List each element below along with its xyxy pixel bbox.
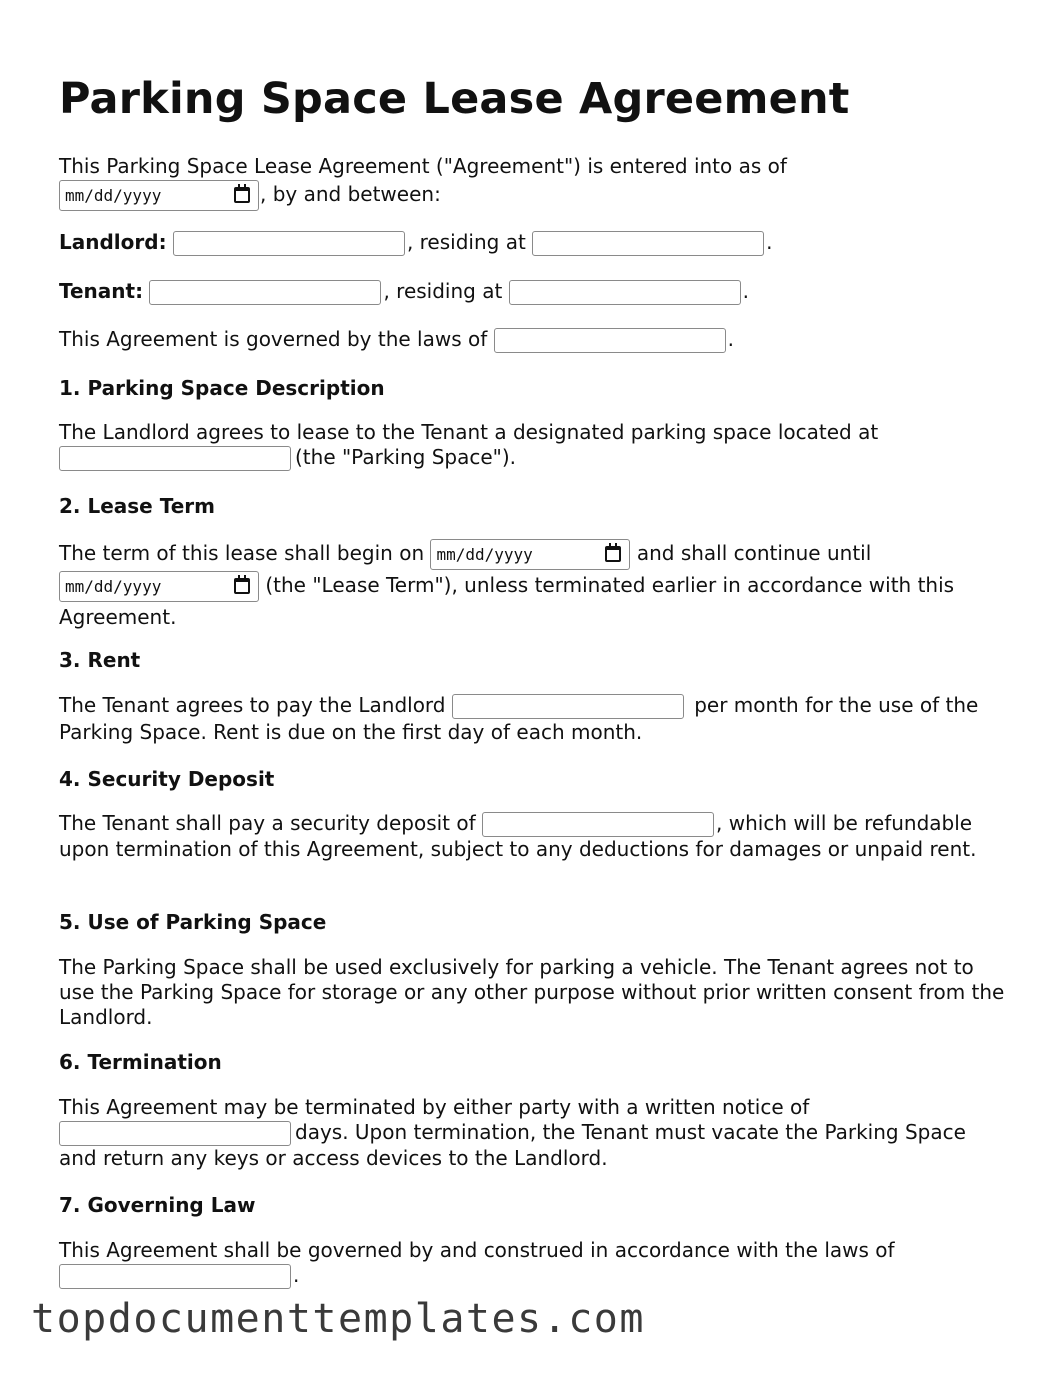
lease-end-date-input[interactable] [59, 571, 259, 602]
watermark: topdocumenttemplates.com [31, 1296, 645, 1342]
calendar-icon[interactable] [234, 187, 250, 203]
notice-days-input[interactable] [59, 1121, 291, 1146]
date-placeholder: mm/dd/yyyy [436, 545, 533, 564]
section-lease-term-text [59, 538, 1009, 633]
section-2-text: The term of this lease shall begin on [59, 541, 425, 565]
calendar-icon[interactable] [605, 546, 621, 562]
landlord-period: . [766, 230, 773, 254]
section-4-text-after: , which will be refundable upon termination of this Agreement, subject to any deductions for damages or unpaid rent. [59, 811, 977, 861]
tenant-name-input[interactable] [149, 280, 381, 305]
landlord-line [59, 230, 1009, 256]
section-1-text-after: (the "Parking Space"). [295, 445, 516, 469]
section-4-text: The Tenant shall pay a security deposit of [59, 811, 476, 835]
agreement-date-input[interactable] [59, 180, 259, 211]
section-2-text-after: (the "Lease Term"), unless terminated earlier in accordance with this Agreement. [59, 573, 955, 629]
tenant-line [59, 279, 1009, 305]
section-6-text: This Agreement may be terminated by either party with a written notice of [59, 1095, 810, 1119]
section-heading-lease-term: 2. Lease Term [59, 494, 215, 518]
page-title: Parking Space Lease Agreement [59, 74, 850, 124]
lease-start-date-input[interactable] [430, 539, 630, 570]
intro-text: This Parking Space Lease Agreement ("Agreement") is entered into as of [59, 154, 787, 178]
landlord-label: Landlord: [59, 230, 167, 254]
section-1-text: The Landlord agrees to lease to the Tenant a designated parking space located at [59, 420, 879, 444]
landlord-name-input[interactable] [173, 231, 405, 256]
section-termination-text [59, 1095, 1009, 1171]
section-heading-security-deposit: 4. Security Deposit [59, 767, 275, 791]
section-heading-use: 5. Use of Parking Space [59, 910, 327, 934]
calendar-icon[interactable] [234, 578, 250, 594]
governing-law-state-input[interactable] [59, 1264, 291, 1289]
section-parking-space-text [59, 420, 1009, 471]
monthly-rent-input[interactable] [452, 694, 684, 719]
governed-period: . [727, 327, 734, 351]
section-7-text: This Agreement shall be governed by and construed in accordance with the laws of [59, 1238, 895, 1262]
date-placeholder: mm/dd/yyyy [65, 186, 162, 205]
section-3-text-after: per month for the use of the Parking Space. Rent is due on the first day of each month. [59, 693, 979, 744]
section-7-period: . [293, 1263, 300, 1287]
tenant-period: . [742, 279, 750, 303]
section-governing-law-text [59, 1238, 1009, 1289]
landlord-residing-text: , residing at [406, 230, 526, 254]
landlord-address-input[interactable] [532, 231, 764, 256]
parking-location-input[interactable] [59, 446, 291, 471]
governed-text: This Agreement is governed by the laws of [59, 327, 488, 351]
section-heading-termination: 6. Termination [59, 1050, 222, 1074]
section-heading-rent: 3. Rent [59, 648, 141, 672]
section-2-text-mid: and shall continue until [636, 541, 872, 565]
tenant-residing-text: , residing at [383, 279, 503, 303]
section-rent-text [59, 692, 1009, 746]
section-3-text: The Tenant agrees to pay the Landlord [59, 693, 446, 717]
governing-state-input[interactable] [494, 328, 726, 353]
governed-line [59, 327, 1009, 353]
section-use-text: The Parking Space shall be used exclusively for parking a vehicle. The Tenant agrees not to use the Parking Space for storage or any other purpose without prior written consent from the Landlord. [59, 955, 1005, 1029]
tenant-label: Tenant: [59, 279, 144, 303]
tenant-address-input[interactable] [509, 280, 741, 305]
section-6-text-after: days. Upon termination, the Tenant must vacate the Parking Space and return any keys or access devices to the Landlord. [59, 1120, 966, 1170]
section-heading-governing-law: 7. Governing Law [59, 1193, 256, 1217]
intro-paragraph [59, 153, 1009, 211]
section-heading-parking-space: 1. Parking Space Description [59, 376, 385, 400]
date-placeholder: mm/dd/yyyy [65, 577, 162, 596]
intro-text-after: , by and between: [260, 182, 441, 206]
security-deposit-input[interactable] [482, 812, 714, 837]
section-security-deposit-text [59, 811, 1009, 862]
